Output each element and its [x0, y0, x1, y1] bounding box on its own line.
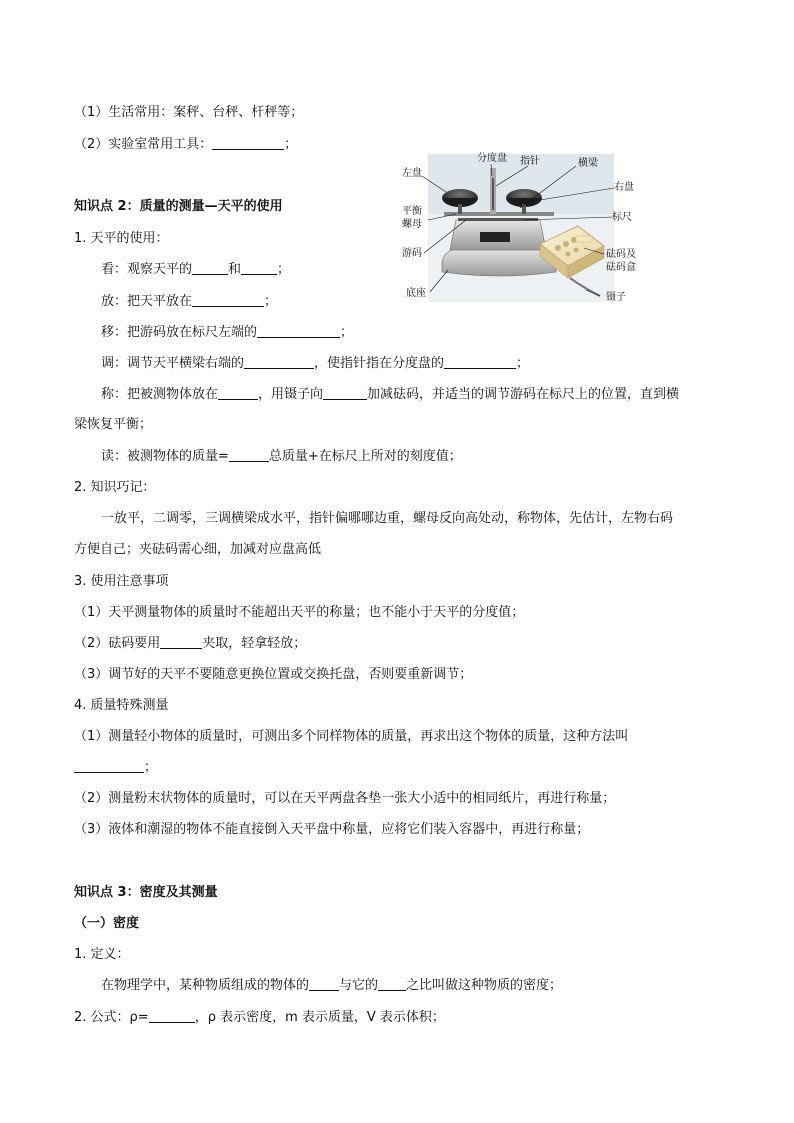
text-line: 梁恢复平衡；: [74, 417, 153, 432]
text-line: 放：把天平放在 ；: [101, 294, 278, 309]
answer-blank[interactable]: [323, 386, 367, 400]
text-line: 2. 公式：ρ= ，ρ 表示密度，m 表示质量，V 表示体积；: [74, 1010, 445, 1025]
text-line: 读：被测物体的质量= 总质量+在标尺上所对的刻度值；: [101, 449, 462, 464]
label-balance-nut-1: 平衡: [402, 206, 422, 217]
answer-blank[interactable]: [241, 261, 277, 275]
text-line: （2）测量粉末状物体的质量时，可以在天平两盘各垫一张大小适中的相同纸片，再进行称量；: [74, 791, 616, 806]
text-line: （1）生活常用：案秤、台秤、杆秤等；: [74, 105, 304, 120]
text-line: 看：观察天平的 和 ；: [101, 262, 291, 277]
text-line: 2. 知识巧记：: [74, 480, 156, 495]
text-line: （1）天平测量物体的质量时不能超出天平的称量；也不能小于天平的分度值；: [74, 605, 525, 620]
label-weights-1: 砝码及: [606, 249, 636, 260]
label-base: 底座: [406, 288, 426, 299]
label-weights-2: 砝码盒: [606, 262, 636, 273]
text-line: 在物理学中，某种物质组成的物体的 与它的 之比叫做这种物质的密度；: [101, 978, 563, 993]
balance-base: [442, 248, 556, 276]
section-title: 知识点 2：质量的测量—天平的使用: [74, 199, 283, 214]
answer-blank[interactable]: [192, 293, 264, 307]
scale-bar: [458, 218, 538, 221]
label-rider: 游码: [402, 248, 422, 259]
label-scale: 标尺: [612, 212, 632, 223]
text-line: （2）实验室常用工具： ；: [74, 137, 298, 152]
label-right-pan: 右盘: [614, 182, 634, 193]
text-line: （2）砝码要用 夹取，轻拿轻放；: [74, 636, 307, 651]
answer-blank[interactable]: [212, 136, 284, 150]
label-dial: 分度盘: [477, 153, 507, 164]
answer-blank[interactable]: [149, 1009, 195, 1023]
text-line: 方便自己；夹砝码需心细，加减对应盘高低: [74, 542, 322, 557]
answer-blank[interactable]: [444, 355, 516, 369]
balance-illustration: [400, 150, 644, 305]
text-line: ；: [74, 759, 157, 777]
label-tweezers: 镊子: [606, 292, 626, 303]
answer-blank[interactable]: [257, 324, 340, 338]
text-line: （1）测量轻小物体的质量时，可测出多个同样物体的质量，再求出这个物体的质量，这种方法叫: [74, 729, 629, 744]
text-line: （3）液体和潮湿的物体不能直接倒入天平盘中称量，应将它们装入容器中，再进行称量；: [74, 822, 590, 837]
subsection-title: （一）密度: [74, 916, 140, 931]
text-line: 4. 质量特殊测量: [74, 698, 169, 713]
answer-blank[interactable]: [378, 977, 406, 991]
nameplate: [480, 232, 510, 242]
answer-blank[interactable]: [192, 261, 228, 275]
answer-blank[interactable]: [160, 635, 202, 649]
text-line: 称：把被测物体放在 ，用镊子向 加减砝码，并适当的调节游码在标尺上的位置，直到横: [101, 387, 680, 402]
label-beam: 横梁: [578, 158, 598, 169]
text-line: 1. 天平的使用：: [74, 231, 169, 246]
text-line: 1. 定义：: [74, 947, 130, 962]
answer-blank[interactable]: [218, 386, 258, 400]
balance-figure: [400, 150, 644, 305]
section-title: 知识点 3：密度及其测量: [74, 885, 218, 900]
text-line: （3）调节好的天平不要随意更换位置或交换托盘，否则要重新调节；: [74, 667, 473, 682]
text-line: 一放平，二调零，三调横梁成水平，指针偏哪哪边重，螺母反向高处动，称物体，先估计，左物右码: [101, 511, 674, 526]
answer-blank[interactable]: [229, 448, 269, 462]
text-line: 移：把游码放在标尺左端的 ；: [101, 325, 354, 340]
label-pointer: 指针: [520, 156, 540, 167]
answer-blank[interactable]: [309, 977, 339, 991]
text-line: 调：调节天平横梁右端的 ，使指针指在分度盘的 ；: [101, 356, 530, 371]
text-line: 3. 使用注意事项: [74, 574, 169, 589]
answer-blank[interactable]: [244, 355, 314, 369]
label-left-pan: 左盘: [402, 168, 422, 179]
label-balance-nut-2: 螺母: [402, 219, 422, 230]
answer-blank[interactable]: [74, 759, 144, 773]
